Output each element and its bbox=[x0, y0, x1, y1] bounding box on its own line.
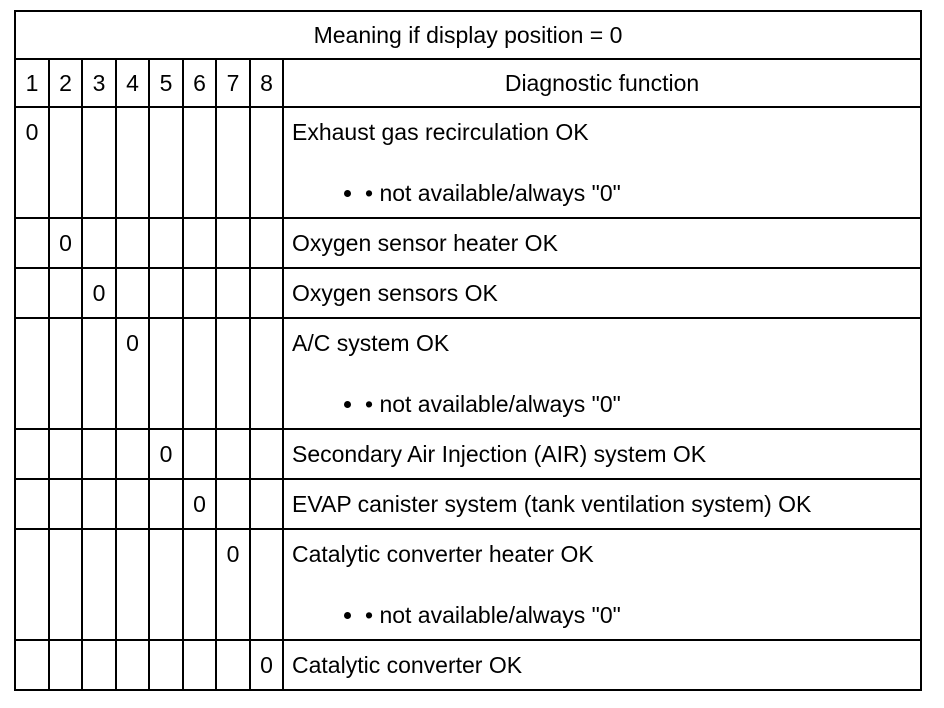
empty-position-cell bbox=[15, 529, 49, 640]
empty-position-cell bbox=[116, 429, 149, 479]
empty-position-cell bbox=[183, 218, 216, 268]
position-header-8: 8 bbox=[250, 59, 283, 107]
position-header-2: 2 bbox=[49, 59, 82, 107]
empty-position-cell bbox=[250, 429, 283, 479]
empty-position-cell bbox=[149, 479, 183, 529]
table-row bbox=[15, 479, 921, 529]
empty-position-cell bbox=[183, 268, 216, 318]
empty-position-cell bbox=[216, 107, 250, 218]
function-header: Diagnostic function bbox=[283, 59, 921, 107]
empty-position-cell bbox=[15, 640, 49, 690]
empty-position-cell bbox=[250, 318, 283, 429]
empty-position-cell bbox=[250, 268, 283, 318]
empty-position-cell bbox=[82, 429, 116, 479]
table-row bbox=[15, 429, 921, 479]
table-body bbox=[15, 107, 921, 690]
table-title: Meaning if display position = 0 bbox=[15, 11, 921, 59]
position-header-4: 4 bbox=[116, 59, 149, 107]
function-cell bbox=[283, 318, 921, 429]
empty-position-cell bbox=[149, 529, 183, 640]
header-row bbox=[15, 59, 921, 107]
position-value-cell: 0 bbox=[216, 529, 250, 640]
empty-position-cell bbox=[216, 479, 250, 529]
empty-position-cell bbox=[116, 479, 149, 529]
empty-position-cell bbox=[49, 529, 82, 640]
function-note-text: • not available/always "0" bbox=[365, 391, 621, 417]
empty-position-cell bbox=[82, 218, 116, 268]
function-cell bbox=[283, 640, 921, 690]
function-note-text: • not available/always "0" bbox=[365, 602, 621, 628]
empty-position-cell bbox=[183, 529, 216, 640]
table-row bbox=[15, 529, 921, 640]
empty-position-cell bbox=[82, 640, 116, 690]
empty-position-cell bbox=[216, 640, 250, 690]
position-header-1: 1 bbox=[15, 59, 49, 107]
empty-position-cell bbox=[250, 218, 283, 268]
empty-position-cell bbox=[216, 429, 250, 479]
empty-position-cell bbox=[82, 107, 116, 218]
empty-position-cell bbox=[49, 640, 82, 690]
empty-position-cell bbox=[250, 479, 283, 529]
position-value-cell: 0 bbox=[116, 318, 149, 429]
function-cell bbox=[283, 218, 921, 268]
function-text: Oxygen sensor heater OK bbox=[292, 230, 558, 256]
empty-position-cell bbox=[15, 268, 49, 318]
function-text: EVAP canister system (tank ventilation system) OK bbox=[292, 491, 812, 517]
position-header-6: 6 bbox=[183, 59, 216, 107]
empty-position-cell bbox=[82, 529, 116, 640]
empty-position-cell bbox=[49, 479, 82, 529]
empty-position-cell bbox=[15, 218, 49, 268]
bullet-icon bbox=[344, 190, 351, 197]
function-cell bbox=[283, 107, 921, 218]
function-note-text: • not available/always "0" bbox=[365, 180, 621, 206]
function-note bbox=[292, 602, 920, 629]
empty-position-cell bbox=[116, 218, 149, 268]
position-value-cell: 0 bbox=[250, 640, 283, 690]
empty-position-cell bbox=[116, 640, 149, 690]
position-value-cell: 0 bbox=[82, 268, 116, 318]
function-cell bbox=[283, 479, 921, 529]
empty-position-cell bbox=[183, 429, 216, 479]
function-text: Oxygen sensors OK bbox=[292, 280, 498, 306]
table-row bbox=[15, 640, 921, 690]
empty-position-cell bbox=[82, 479, 116, 529]
position-value-cell: 0 bbox=[149, 429, 183, 479]
empty-position-cell bbox=[183, 640, 216, 690]
empty-position-cell bbox=[49, 107, 82, 218]
empty-position-cell bbox=[49, 318, 82, 429]
function-text: Secondary Air Injection (AIR) system OK bbox=[292, 441, 707, 467]
position-value-cell: 0 bbox=[49, 218, 82, 268]
bullet-icon bbox=[344, 612, 351, 619]
function-text: A/C system OK bbox=[292, 330, 450, 356]
position-header-3: 3 bbox=[82, 59, 116, 107]
empty-position-cell bbox=[116, 107, 149, 218]
bullet-icon bbox=[344, 401, 351, 408]
empty-position-cell bbox=[15, 318, 49, 429]
function-cell bbox=[283, 529, 921, 640]
empty-position-cell bbox=[82, 318, 116, 429]
empty-position-cell bbox=[183, 318, 216, 429]
function-cell bbox=[283, 429, 921, 479]
empty-position-cell bbox=[116, 529, 149, 640]
function-cell bbox=[283, 268, 921, 318]
function-note bbox=[292, 391, 920, 418]
function-text: Catalytic converter OK bbox=[292, 652, 523, 678]
position-value-cell: 0 bbox=[183, 479, 216, 529]
empty-position-cell bbox=[49, 268, 82, 318]
table-row bbox=[15, 218, 921, 268]
empty-position-cell bbox=[149, 268, 183, 318]
table-row bbox=[15, 268, 921, 318]
empty-position-cell bbox=[149, 640, 183, 690]
function-text: Exhaust gas recirculation OK bbox=[292, 119, 589, 145]
function-text: Catalytic converter heater OK bbox=[292, 541, 594, 567]
empty-position-cell bbox=[183, 107, 216, 218]
empty-position-cell bbox=[216, 268, 250, 318]
empty-position-cell bbox=[49, 429, 82, 479]
empty-position-cell bbox=[15, 479, 49, 529]
empty-position-cell bbox=[15, 429, 49, 479]
empty-position-cell bbox=[250, 107, 283, 218]
empty-position-cell bbox=[149, 218, 183, 268]
position-header-7: 7 bbox=[216, 59, 250, 107]
diagnostic-table bbox=[14, 10, 922, 691]
empty-position-cell bbox=[216, 218, 250, 268]
empty-position-cell bbox=[116, 268, 149, 318]
position-header-5: 5 bbox=[149, 59, 183, 107]
empty-position-cell bbox=[149, 318, 183, 429]
function-note bbox=[292, 180, 920, 207]
table-row bbox=[15, 318, 921, 429]
empty-position-cell bbox=[250, 529, 283, 640]
empty-position-cell bbox=[149, 107, 183, 218]
empty-position-cell bbox=[216, 318, 250, 429]
table-row bbox=[15, 107, 921, 218]
position-value-cell: 0 bbox=[15, 107, 49, 218]
